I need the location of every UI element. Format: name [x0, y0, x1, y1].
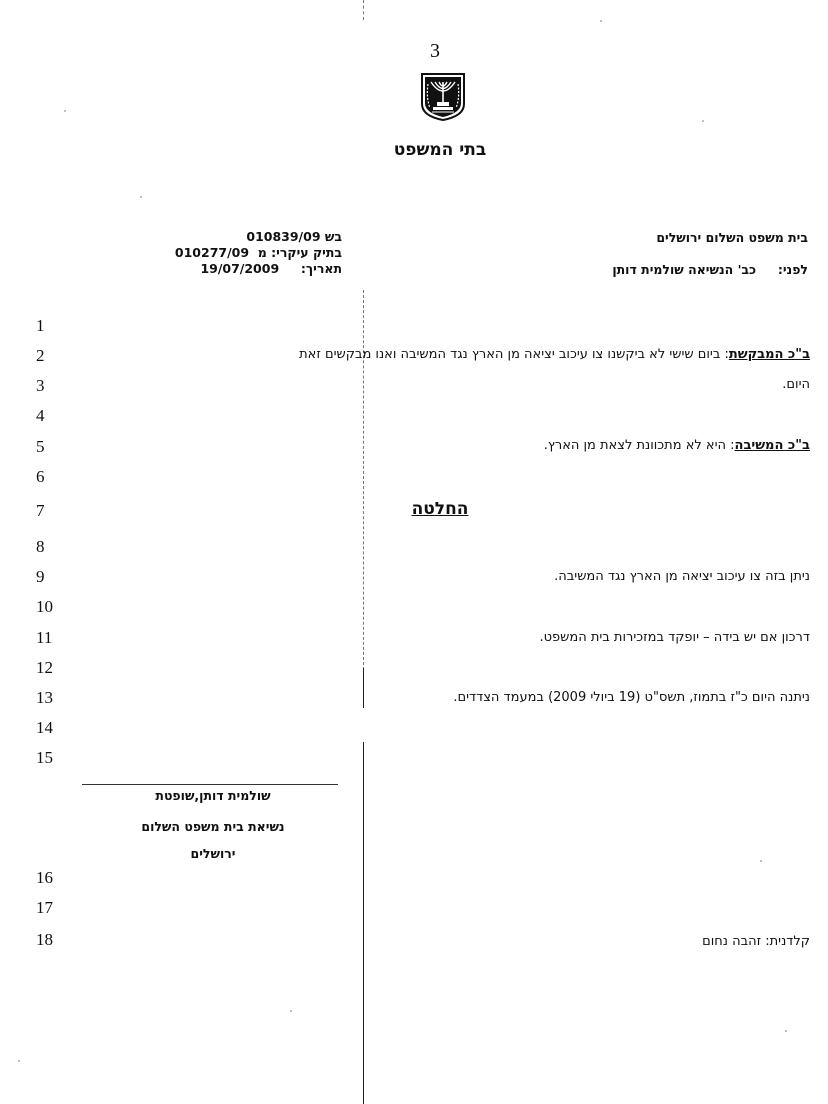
line-number: 3: [36, 376, 45, 395]
line-number: 17: [36, 898, 53, 917]
page-number: 3: [430, 40, 440, 62]
line-number: 1: [36, 316, 45, 335]
line-number: 14: [36, 718, 53, 737]
judge-name: כב' הנשיאה שולמית דותן: [612, 262, 757, 277]
scan-speck: [702, 120, 704, 122]
signature-line: [82, 784, 338, 785]
before-label: לפני:: [777, 262, 808, 277]
line-number: 18: [36, 930, 53, 949]
line-number: 13: [36, 688, 53, 707]
respondent-text: : היא לא מתכוונת לצאת מן הארץ.: [543, 438, 735, 453]
line-number: 12: [36, 658, 53, 677]
court-name: בית משפט השלום ירושלים: [656, 230, 808, 245]
signature-city: ירושלים: [190, 846, 236, 861]
line-number: 10: [36, 597, 53, 616]
line-number: 2: [36, 346, 45, 365]
line-number: 4: [36, 406, 45, 425]
date-line: [100, 261, 342, 276]
line-number: 8: [36, 537, 45, 556]
date-label: תאריך:: [300, 261, 342, 276]
decision-title: החלטה: [411, 499, 469, 519]
petitioner-label: ב"כ המבקשת: [728, 347, 810, 362]
petitioner-statement: [90, 347, 810, 362]
line-number: 16: [36, 868, 53, 887]
decision-line-3: ניתנה היום כ"ז בתמוז, תשס"ט (19 ביולי 2009) במעמד הצדדים.: [453, 690, 810, 705]
signature-title: נשיאת בית משפט השלום: [141, 819, 285, 834]
scan-speck: [18, 1060, 20, 1062]
before-judge: [612, 262, 808, 277]
scan-speck: [290, 1010, 292, 1012]
decision-line-1: ניתן בזה צו עיכוב יציאה מן הארץ נגד המשיבה.: [554, 569, 810, 584]
line-number: 6: [36, 467, 45, 486]
line-number: 15: [36, 748, 53, 767]
signature-name: שולמית דותן,שופטת: [155, 788, 271, 803]
court-system-title: בתי המשפט: [393, 140, 487, 160]
scan-fold-line-lower: [363, 668, 364, 708]
petitioner-text: : ביום שישי לא ביקשנו צו עיכוב יציאה מן הארץ נגד המשיבה ואנו מבקשים זאת: [299, 347, 729, 362]
respondent-statement: [544, 438, 810, 453]
main-case-number: 010277/09: [174, 245, 250, 260]
main-case-line: [100, 245, 342, 260]
petitioner-text-line2: היום.: [782, 377, 810, 392]
scan-fold-line-bottom: [363, 742, 364, 1104]
line-number: 7: [36, 501, 45, 520]
line-number: 5: [36, 437, 45, 456]
scan-speck: [785, 1030, 787, 1032]
scan-speck: [140, 196, 142, 198]
emblem-icon: [418, 72, 468, 122]
main-case-label: בתיק עיקרי: מ: [257, 245, 342, 260]
scan-speck: [760, 860, 762, 862]
date-value: 19/07/2009: [200, 261, 280, 276]
scan-speck: [64, 110, 66, 112]
typist: קלדנית: זהבה נחום: [702, 934, 810, 949]
respondent-label: ב"כ המשיבה: [734, 438, 810, 453]
scan-fold-line-top: [363, 0, 365, 20]
case-label: בש: [324, 229, 342, 244]
decision-line-2: דרכון אם יש בידה – יופקד במזכירות בית המשפט.: [539, 630, 810, 645]
case-number: 010839/09: [246, 229, 321, 244]
case-number-line: [100, 229, 342, 244]
line-number: 11: [36, 628, 53, 647]
line-number: 9: [36, 567, 45, 586]
scan-speck: [600, 20, 602, 22]
